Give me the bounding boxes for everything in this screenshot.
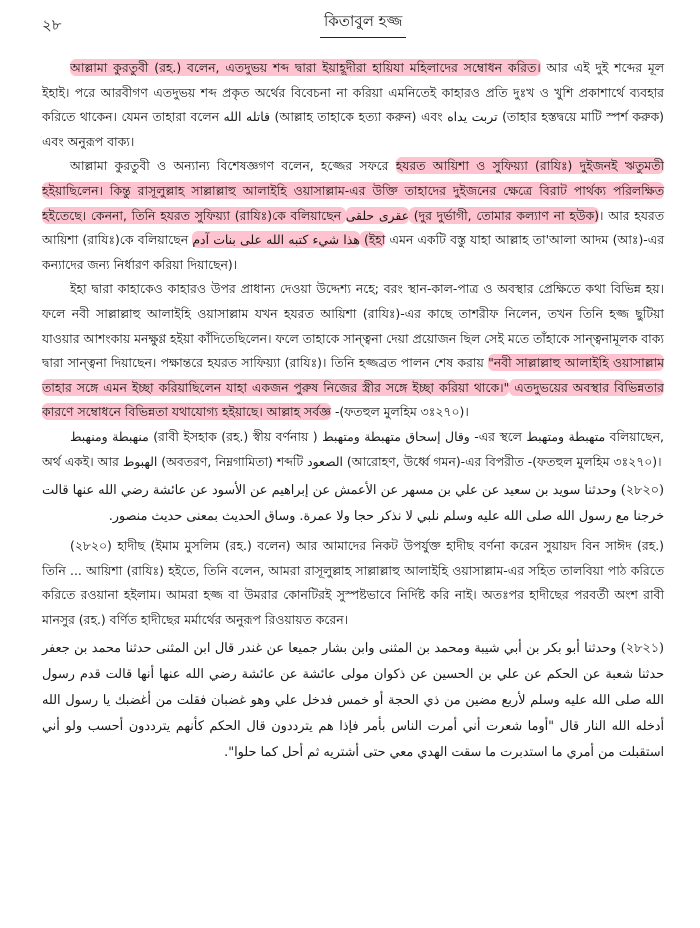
commentary-paragraph xyxy=(42,425,664,474)
commentary-paragraph xyxy=(42,56,664,154)
highlighted-text: হযরত আয়িশা ও সুফিয়্যা (রাযিঃ) দুইজনই ঋতুমতী হইয়াছিলেন। কিন্তু রাসূলুল্লাহ সাল্লাল্লাহু আলাইহি ওয়াসাল্লাম-এর উক্তি তাহাদের দুইজনের ক্ষেত্রে বিরাট পার্থক্য পরিলক্ষিত হইতেছে। কেননা, তিনি হযরত সুফিয়্যা (রাযিঃ)কে বলিয়াছেন xyxy=(42,158,664,223)
highlighted-text: (ইহা xyxy=(359,232,386,248)
text-run: ইহা দ্বারা কাহাকেও কাহারও উপর প্রাধান্য দেওয়া উদ্দেশ্য নহে; বরং স্থান-কাল-পাত্র ও অবস্থার প্রেক্ষিতে কথা বিভিন্ন হয়। ফলে নবী সাল্লাল্লাহু আলাইহি ওয়াসাল্লাম যখন হযরত আয়িশা (রাযিঃ)-এর কাছে তাশরীফ নিলেন, তখন তিনি হজ্জ ছুটিয়া যাওয়ার আশংকায় মনক্ষুণ্ণ হইয়া কাঁদিতেছিলেন। ফলে তাহাকে সান্ত্বনা দেয়া প্রয়োজন ছিল সেই মতে তাঁহাকে সান্ত্বনামূলক বাক্য দ্বারা সান্ত্বনা দিয়াছেন। পক্ষান্তরে হযরত সাফিয়্যা (রাযিঃ)। তিনি হজ্জব্রত পালন শেষ করায় xyxy=(42,281,664,371)
highlighted-text: هذا شيء كتبه الله على بنات آدم xyxy=(192,232,360,248)
text-run: -(ফতহুল মুলহিম ৩ঃ২৭০)। xyxy=(331,404,469,420)
text-run: আর এই দুই শব্দের মূল ইহাই। পরে আরবীগণ এতদুভয় শব্দ প্রকৃত অর্থের বিবেচনা না করিয়া এমনিতেই কাহারও প্রতি দুঃখ ও খুশি প্রকাশার্থে ব্যবহার করিতে থাকেন। যেমন তাহারা বলেন xyxy=(42,60,664,125)
text-run: বলিয়াছেন, অর্থ একই। আর xyxy=(42,428,664,469)
text-run: (আল্লাহ তাহাকে হত্যা করুন) এবং xyxy=(269,109,448,125)
highlighted-text: "নবী সাল্লাল্লাহু আলাইহি ওয়াসাল্লাম তাহার সঙ্গে এমন ইচ্ছা করিয়াছিলেন যাহা একজন পুরুষ নিজের স্ত্রীর সঙ্গে ইচ্ছা করিয়া থাকে।" xyxy=(42,355,664,395)
commentary-paragraph xyxy=(42,277,664,425)
text-run: এমন একটি বস্তু যাহা আল্লাহ তা'আলা আদম (আঃ)-এর কন্যাদের জন্য নির্ধারণ করিয়া দিয়াছেন)। xyxy=(42,232,665,272)
arabic-inline-text: قاتله الله xyxy=(223,109,270,125)
arabic-inline-text: الهبوط xyxy=(122,453,158,469)
hadith-2820-translation: (২৮২০) হাদীছ (ইমাম মুসলিম (রহ.) বলেন) আর আমাদের নিকট উপর্যুক্ত হাদীছ বর্ণনা করেন সুয়ায়দ বিন সাঈদ (রহ.) তিনি ... আয়িশা (রাযিঃ) হইতে, তিনি বলেন, আমরা রাসূলুল্লাহ সাল্লাল্লাহু আলাইহি ওয়াসাল্লাম-এর সহিত তালবিয়া পাঠ করিতে করিতে রওয়ানা হইলাম। আমরা হজ্জ বা উমরার কোনটিরই সুস্পষ্টভাবে নির্দিষ্ট করি নাই। অতঃপর হাদীছের পরবর্তী অংশ রাবী মানসুর (রহ.) বর্ণিত হাদীছের মর্মার্থের অনুরূপ রিওয়ায়ত করেন। xyxy=(42,538,664,627)
text-run: (রাবী ইসহাক (রহ.) স্বীয় বর্ণনায় ) xyxy=(148,428,323,444)
text-run: -এর স্থলে xyxy=(469,428,527,444)
text-run: (অবতরণ, নিম্নগামিতা) শব্দটি xyxy=(157,453,308,469)
hadith-2820-arabic: (২৮২০) وحدثنا سويد بن سعيد عن علي بن مسهر عن الأعمش عن إبراهيم عن الأسود عن عائشة رضي الله عنها قالت خرجنا مع رسول الله صلى الله عليه وسلم نلبي لا نذكر حجا ولا عمرة. وساق الحديث بمعنى حديث منصور. xyxy=(42,483,664,525)
page-body xyxy=(42,56,664,770)
text-run: আল্লামা কুরতুবী ও অন্যান্য বিশেষজ্ঞগণ বলেন, হজ্জের সফরে xyxy=(70,158,396,174)
text-run: (তাহার হস্তদ্বয়ে মাটি স্পর্শ করুক) এবং অনুরূপ বাক্য। xyxy=(42,109,665,149)
highlighted-text: (দুর দুর্ভাগী, তোমার কল্যাণ না হউক) xyxy=(409,207,600,223)
highlighted-text: এতদুভয়ের অবস্থার বিভিন্নতার কারণে সম্বোধনে বিভিন্নতা যথাযোগ্য হইয়াছে। আল্লাহ সর্বজ্ঞ xyxy=(42,379,664,420)
highlighted-text: আল্লামা কুরতুবী (রহ.) বলেন, এতদুভয় শব্দ দ্বারা ইয়াহূদীরা হায়িযা মহিলাদের সম্বোধন করিত। xyxy=(70,60,541,75)
highlighted-text: عقرى حلقى xyxy=(345,207,410,223)
book-title: কিতাবুল হজ্জ xyxy=(320,10,406,38)
arabic-inline-text: تربت يداه xyxy=(447,109,498,125)
arabic-inline-text: منهبطة ومنهبط xyxy=(70,428,149,444)
arabic-inline-text: الصعود xyxy=(307,453,343,469)
text-run: (আরোহণ, উর্ধ্বে গমন)-এর বিপরীত -(ফতহুল মুলহিম ৩ঃ২৭০)। xyxy=(342,453,662,469)
hadith-2821-arabic: (২৮২১) وحدثنا أبو بكر بن أبي شيبة ومحمد بن المثنى وابن بشار جميعا عن غندر قال ابن المثنى حدثنا محمد بن جعفر حدثنا شعبة عن الحكم عن علي بن الحسين عن ذكوان مولى عائشة عن عائشة رضي الله عنها أنها قالت قدم رسول الله صلى الله عليه وسلم لأربع مضين من ذي الحجة أو خمس فدخل علي وهو غضبان فقلت من أغضبك يا رسول الله أدخله الله النار قال "أوما شعرت أني أمرت الناس بأمر فإذا هم يترددون قال الحكم كأنهم يترددون أحسب ولو أني استقبلت من أمري ما استدبرت ما سقت الهدي معي حتى أشتريه ثم أحل كما حلوا". xyxy=(42,641,664,761)
arabic-inline-text: وقال إسحاق متهبطة ومتهبط xyxy=(322,428,470,444)
page-number: ২৮ xyxy=(42,16,62,34)
arabic-inline-text: متهبطة ومتهبط xyxy=(526,428,606,444)
page-header xyxy=(0,0,700,44)
text-run: । আর হযরত আয়িশা (রাযিঃ)কে বলিয়াছেন xyxy=(42,207,664,248)
commentary-paragraph xyxy=(42,154,664,277)
